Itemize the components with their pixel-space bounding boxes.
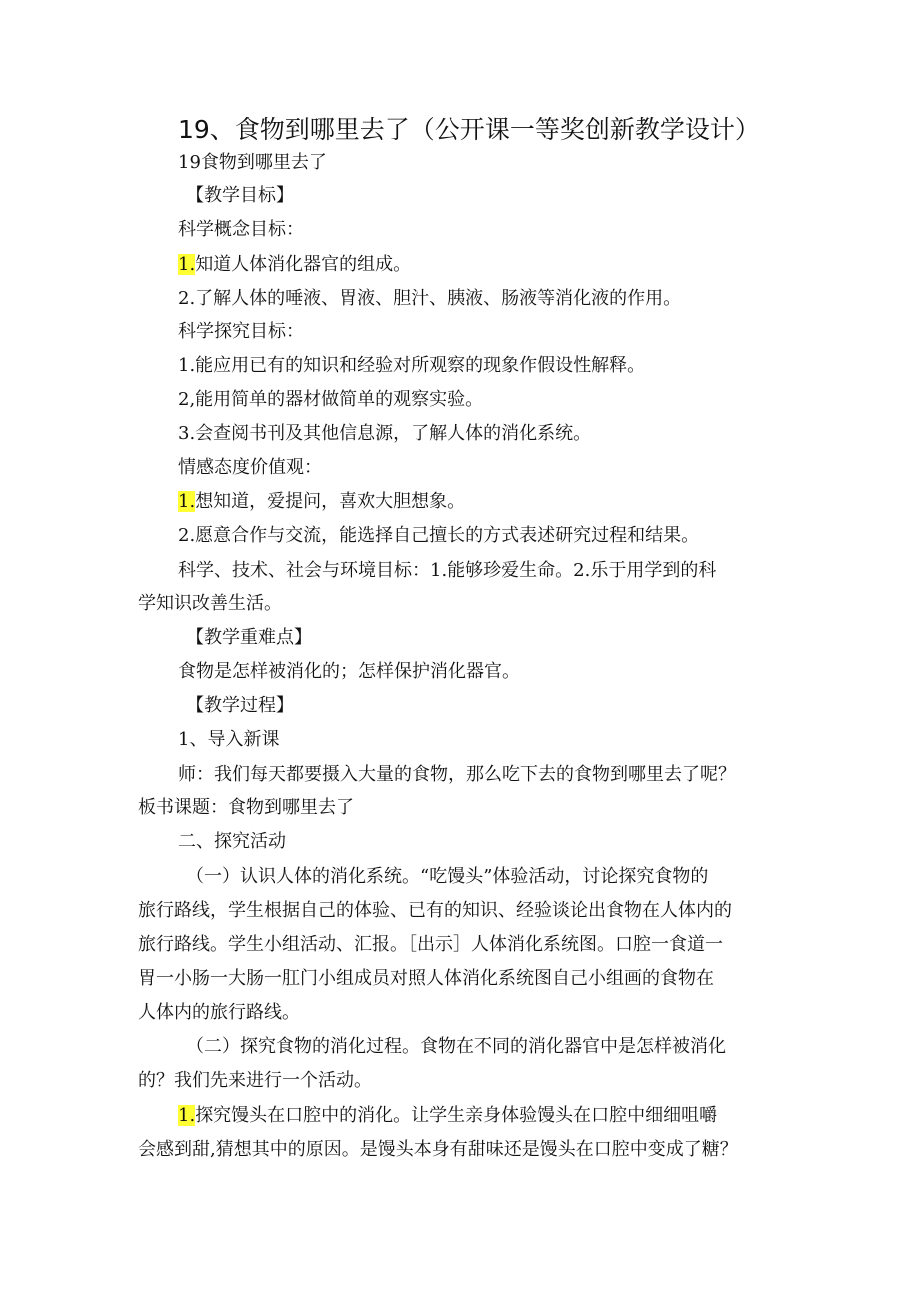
sts-objective-line-2: 学知识改善生活。 <box>138 593 282 614</box>
attitude-item-1-text: 想知道，爱提问，喜欢大胆想象。 <box>195 491 466 512</box>
key-points-heading: 【教学重难点】 <box>186 627 312 648</box>
concept-item-1-text: 知道人体消化器官的组成。 <box>195 254 412 275</box>
inquiry-item-3: 3.会查阅书刊及其他信息源，了解人体的消化系统。 <box>178 423 592 444</box>
paragraph-2-line-1: （二）探究食物的消化过程。食物在不同的消化器官中是怎样被消化 <box>186 1036 726 1057</box>
step2-heading: 二、探究活动 <box>178 831 286 852</box>
paragraph-2-line-2: 的？我们先来进行一个活动。 <box>138 1070 372 1091</box>
paragraph-1-line-1: （一）认识人体的消化系统。“吃馒头”体验活动，讨论探究食物的 <box>186 866 709 887</box>
process-heading: 【教学过程】 <box>186 695 294 716</box>
paragraph-1-line-2: 旅行路线，学生根据自己的体验、已有的知识、经验谈论出食物在人体内的 <box>138 900 732 921</box>
highlight-mark: 1. <box>178 254 196 275</box>
paragraph-3-line-2: 会感到甜,猜想其中的原因。是馒头本身有甜味还是馒头在口腔中变成了糖？ <box>138 1139 738 1160</box>
objectives-heading: 【教学目标】 <box>186 185 294 206</box>
attitude-heading: 情感态度价值观： <box>178 457 322 478</box>
step1-heading: 1、导入新课 <box>178 729 280 750</box>
paragraph-3-line-1 <box>178 1101 717 1131</box>
concept-heading: 科学概念目标： <box>178 219 304 240</box>
paragraph-1-line-5: 人体内的旅行路线。 <box>138 1002 300 1023</box>
step1-line-1: 师：我们每天都要摄入大量的食物，那么吃下去的食物到哪里去了呢？ <box>178 764 736 785</box>
concept-item-2: 2.了解人体的唾液、胃液、胆汁、胰液、肠液等消化液的作用。 <box>178 288 682 309</box>
attitude-item-1 <box>178 487 465 517</box>
step1-line-2: 板书课题：食物到哪里去了 <box>138 797 354 818</box>
concept-item-1 <box>178 250 411 280</box>
highlight-mark: 1. <box>178 491 196 512</box>
paragraph-1-line-4: 胃一小肠一大肠一肛门小组成员对照人体消化系统图自己小组画的食物在 <box>138 968 714 989</box>
inquiry-item-1: 1.能应用已有的知识和经验对所观察的现象作假设性解释。 <box>178 355 646 376</box>
inquiry-heading: 科学探究目标： <box>178 321 304 342</box>
sts-objective-line-1: 科学、技术、社会与环境目标：1.能够珍爱生命。2.乐于用学到的科 <box>178 560 717 581</box>
paragraph-1-line-3: 旅行路线。学生小组活动、汇报。［出示］人体消化系统图。口腔一食道一 <box>138 934 723 955</box>
paragraph-3-line-1-text: 探究馒头在口腔中的消化。让学生亲身体验馒头在口腔中细细咀嚼 <box>195 1105 718 1126</box>
lesson-subtitle: 19食物到哪里去了 <box>178 152 327 173</box>
highlight-mark: 1. <box>178 1105 196 1126</box>
inquiry-item-2: 2,能用简单的器材做简单的观察实验。 <box>178 389 484 410</box>
key-points-text: 食物是怎样被消化的；怎样保护消化器官。 <box>178 661 520 682</box>
attitude-item-2: 2.愿意合作与交流，能选择自己擅长的方式表述研究过程和结果。 <box>178 525 700 546</box>
document-title: 19、食物到哪里去了（公开课一等奖创新教学设计） <box>178 115 760 144</box>
